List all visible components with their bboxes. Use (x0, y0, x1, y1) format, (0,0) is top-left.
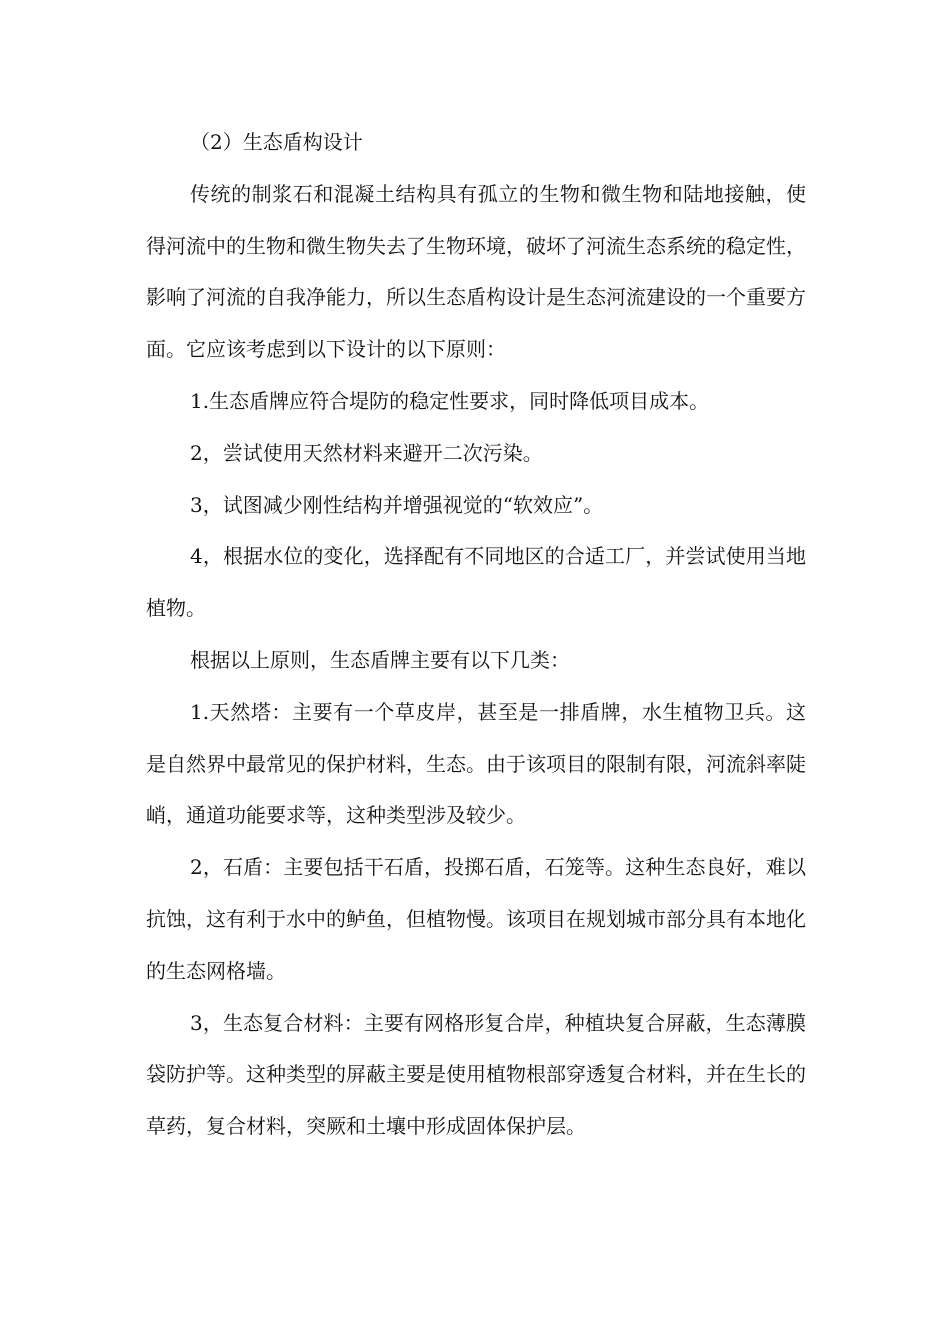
section-heading: （2）生态盾构设计 (190, 130, 363, 154)
principle-2: 2，尝试使用天然材料来避开二次污染。 (190, 440, 543, 465)
category-intro: 根据以上原则，生态盾牌主要有以下几类： (190, 647, 570, 672)
paragraph-intro: 传统的制浆石和混凝土结构具有孤立的生物和微生物和陆地接触，使得河流中的生物和微生物失去了生物环境，破坏了河流生态系统的稳定性，影响了河流的自我净能力，所以生态盾构设计是生态河流建设的一个重要方面。它应该考虑到以下设计的以下原则： (146, 181, 806, 362)
category-3: 3，生态复合材料：主要有网格形复合岸，种植块复合屏蔽，生态薄膜袋防护等。这种类型的屏蔽主要是使用植物根部穿透复合材料，并在生长的草药，复合材料，突厥和土壤中形成固体保护层。 (146, 1010, 806, 1139)
principle-4: 4，根据水位的变化，选择配有不同地区的合适工厂，并尝试使用当地植物。 (146, 544, 806, 621)
document-body (146, 117, 806, 1153)
category-2: 2，石盾：主要包括干石盾，投掷石盾，石笼等。这种生态良好，难以抗蚀，这有利于水中的鲈鱼，但植物慢。该项目在规划城市部分具有本地化的生态网格墙。 (146, 855, 806, 983)
principle-3: 3，试图减少刚性结构并增强视觉的“软效应”。 (190, 492, 604, 517)
principle-1: 1.生态盾牌应符合堤防的稳定性要求，同时降低项目成本。 (190, 388, 710, 413)
category-1: 1.天然塔：主要有一个草皮岸，甚至是一排盾牌，水生植物卫兵。这是自然界中最常见的保护材料，生态。由于该项目的限制有限，河流斜率陡峭，通道功能要求等，这种类型涉及较少。 (146, 699, 806, 828)
